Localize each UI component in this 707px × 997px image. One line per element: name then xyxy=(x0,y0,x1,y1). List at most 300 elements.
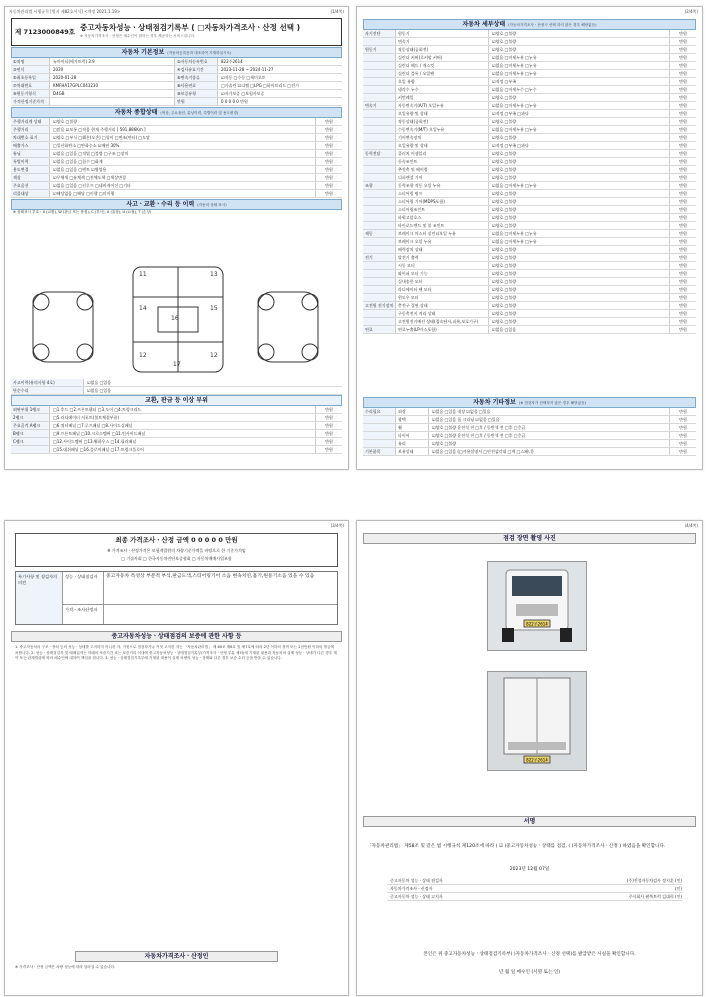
panel-row xyxy=(11,406,342,414)
panel-parts: □5.라디에이터 서포트(볼트체결부품) xyxy=(53,415,120,420)
detail-price-cell: 만원 xyxy=(669,214,696,221)
law-statement: 「자동차관리법」 제58조 및 같은 법 시행규칙 제120조에 따라 ( ☑ )중고자동차성능ㆍ상태를 점검, ( )자동차가격조사ㆍ산정 ) 하였음을 확인합니다. xyxy=(367,844,666,849)
detail-row xyxy=(363,278,696,286)
detail-group xyxy=(363,206,396,213)
summary-value: ☑없음 □있음 □침수 □화재 xyxy=(53,159,103,164)
detail-status: ☑없음 □미세누유 □누유 xyxy=(492,231,537,236)
summary-row xyxy=(11,174,342,182)
svg-text:15: 15 xyxy=(210,305,218,312)
detail-price-cell: 만원 xyxy=(669,150,696,157)
final-price-box xyxy=(15,533,338,567)
basic-info-subtitle: (자동차등록증과 대조하여 기재하십시오) xyxy=(167,51,232,55)
other-item: 광택 xyxy=(396,416,429,423)
detail-row xyxy=(363,38,696,46)
detail-row xyxy=(363,166,696,174)
detail-row xyxy=(363,158,696,166)
basic-row xyxy=(11,74,342,82)
page-1 xyxy=(4,6,349,470)
inspector-label: 성능ㆍ상태점검자 xyxy=(63,572,104,604)
signer-row xyxy=(387,885,682,893)
detail-status: ☑양호 □불량 xyxy=(492,159,517,164)
panel-row xyxy=(11,414,342,422)
detail-row xyxy=(363,62,696,70)
detail-group: 조향 xyxy=(363,182,396,189)
detail-price-cell: 만원 xyxy=(669,142,696,149)
detail-item: 브레이크 오일 누유 xyxy=(396,238,489,245)
basic-key-2: ⑩보증유형 xyxy=(174,90,218,97)
detail-price-cell: 만원 xyxy=(669,78,696,85)
accident-subtitle: (자동차 상태 표시) xyxy=(197,203,227,207)
signer-role: 자동차가격조사ㆍ산정자 xyxy=(390,886,433,891)
other-status: ☑없음 □있음 룸 크리닝 ☑없음 □있음 xyxy=(432,417,500,422)
detail-status: ☑양호 □불량 xyxy=(492,247,517,252)
other-table xyxy=(363,408,696,456)
detail-price-cell: 만원 xyxy=(669,198,696,205)
summary-key: 배출가스 xyxy=(11,142,50,149)
detail-status: ☑없음 □미세누유 □누유 xyxy=(492,127,537,132)
detail-status: ☑양호 □불량 xyxy=(492,175,517,180)
detail-price-cell: 만원 xyxy=(669,190,696,197)
detail-item: 구동축전지 격리 상태 xyxy=(396,310,489,317)
detail-status: ☑양호 □불량 xyxy=(492,223,517,228)
summary-row xyxy=(11,118,342,126)
page-number: (4/4쪽) xyxy=(684,523,698,528)
panel-rank: B랭크 xyxy=(11,430,50,437)
detail-price-cell: 만원 xyxy=(669,206,696,213)
signer-table xyxy=(387,877,682,901)
detail-row xyxy=(363,118,696,126)
panel-parts: □1.후드 □2.프론트휀더 □3.도어 □4.트렁크리드 xyxy=(53,407,142,412)
detail-status: ☑양호 □불량 xyxy=(492,135,517,140)
detail-group xyxy=(363,270,396,277)
detail-group: 연료 xyxy=(363,326,396,333)
other-group xyxy=(363,432,396,439)
detail-group xyxy=(363,142,396,149)
summary-value: ☑양호 □불량 xyxy=(53,119,78,124)
detail-status: ☑양호 □불량 xyxy=(492,95,517,100)
notice-title: 중고자동차성능ㆍ상태점검의 보증에 관한 사항 등 xyxy=(111,633,242,640)
detail-status: ☑양호 □불량 xyxy=(492,279,517,284)
document-number: 제 7123000849호 xyxy=(15,28,76,36)
detail-item: 추진축 및 베어링 xyxy=(396,166,489,173)
detail-status: ☑없음 □미세누유 □누유 xyxy=(492,55,537,60)
svg-text:12: 12 xyxy=(139,352,147,359)
summary-price-cell: 만원 xyxy=(315,158,342,165)
other-group: 기본품목 xyxy=(363,448,396,455)
detail-row xyxy=(363,246,696,254)
detail-item: 수동변속기(M/T) 오일누유 xyxy=(396,126,489,133)
truck-rear-photo xyxy=(487,671,587,771)
detail-price-cell: 만원 xyxy=(669,230,696,237)
other-group xyxy=(363,440,396,447)
appraiser-label: 가격ㆍ조사산정자 xyxy=(63,605,104,624)
basic-row xyxy=(11,58,342,66)
detail-group xyxy=(363,318,396,325)
summary-value: ☑무채색 □유채색 □전체도색 □색상변경 xyxy=(53,175,126,180)
detail-group xyxy=(363,238,396,245)
summary-key: 튜닝 xyxy=(11,150,50,157)
detail-row xyxy=(363,70,696,78)
panel-table xyxy=(11,406,342,454)
detail-item: 원동기 xyxy=(396,30,489,37)
panel-parts: □9.프론트패널 □10.크로스멤버 □11.인사이드패널 xyxy=(53,431,146,436)
detail-group: 동력전달 xyxy=(363,150,396,157)
detail-price-cell: 만원 xyxy=(669,118,696,125)
page-header xyxy=(9,9,344,15)
special-label: 특기사항 및 점검자의 의견 xyxy=(16,572,63,624)
summary-key: 특별이력 xyxy=(11,158,50,165)
other-row xyxy=(363,416,696,424)
detail-status: ☑양호 □불량 xyxy=(492,255,517,260)
detail-status: ☑없음 □있음 xyxy=(492,327,517,332)
detail-status: ☑없음 □미세누유 □누유 xyxy=(492,183,537,188)
detail-status: ☑양호 □불량 xyxy=(492,303,517,308)
detail-item: 디퍼렌셜 기어 xyxy=(396,174,489,181)
page-header xyxy=(9,523,344,529)
other-row xyxy=(363,440,696,448)
detail-group xyxy=(363,166,396,173)
detail-item: 발전기 출력 xyxy=(396,254,489,261)
detail-row xyxy=(363,214,696,222)
detail-item: 실린더 커버(로커암 커버) xyxy=(396,54,489,61)
detail-status: ☑양호 □불량 xyxy=(492,207,517,212)
detail-table xyxy=(363,30,696,334)
panel-row xyxy=(11,438,342,446)
appraiser-sign-bar xyxy=(75,951,278,962)
detail-subtitle: (자동차가격조사ㆍ산정시 선택 하지 않은 경우 해당없음) xyxy=(508,23,597,27)
summary-price-cell: 만원 xyxy=(315,174,342,181)
detail-price-cell: 만원 xyxy=(669,54,696,61)
confirm-statement: 본인은 위 중고자동차성능ㆍ상태점검기록부( )자동차가격조사ㆍ산정 선택)를 발급받은 사실을 확인합니다. xyxy=(423,952,636,957)
detail-group xyxy=(363,310,396,317)
summary-price-cell: 만원 xyxy=(315,118,342,125)
price-note: ※ 가격조사ㆍ산정가격은 보험개발원의 차량기준가액을 바탕으로 한 기준가격임 xyxy=(107,548,246,553)
accident-value: ☑없음 □있음 xyxy=(87,380,112,385)
summary-key: 차대번호 표기 xyxy=(11,134,50,141)
detail-group xyxy=(363,134,396,141)
other-item: 휠 xyxy=(396,424,429,431)
appraiser-sign-note: ※ 가격조사ㆍ산정 금액은 차량 성능에 따라 달라질 수 있습니다. xyxy=(15,965,116,969)
other-title: 자동차 기타정보 xyxy=(473,399,516,406)
panel-rank: 2랭크 xyxy=(11,414,50,421)
panel-bar xyxy=(11,395,342,406)
detail-row xyxy=(363,102,696,110)
detail-group xyxy=(363,62,396,69)
other-item: 외장 xyxy=(396,408,429,415)
accident-note: ※ 상태표시 부호 : X (교환), W (판금 또는 용접), C (부식), A (흠집), U (요철), T (손상) xyxy=(13,210,152,214)
basic-info-title: 자동차 기본정보 xyxy=(121,49,165,56)
panel-row xyxy=(11,446,342,454)
detail-item: 시동 모터 xyxy=(396,262,489,269)
detail-price-cell: 만원 xyxy=(669,222,696,229)
summary-key: 리콜대상 xyxy=(11,190,50,197)
detail-item: 스티어링조인트 xyxy=(396,206,489,213)
photo-title: 점검 장면 촬영 사진 xyxy=(503,535,556,542)
accident-value: ☑없음 □있음 xyxy=(87,388,112,393)
detail-group xyxy=(363,158,396,165)
detail-price-cell: 만원 xyxy=(669,102,696,109)
truck-rear-image xyxy=(488,672,586,770)
detail-group: 자기진단 xyxy=(363,30,396,37)
basic-value: 2020-01-28 xyxy=(53,75,77,80)
detail-group xyxy=(363,262,396,269)
detail-item: 연료누출(LP가스포함) xyxy=(396,326,489,333)
detail-item: 고전원전기배선 상태(접속단자,피복,보호기구) xyxy=(396,318,489,325)
basic-info-bar xyxy=(11,47,342,58)
summary-row xyxy=(11,142,342,150)
panel-price-cell: 만원 xyxy=(315,406,342,413)
signer-row xyxy=(387,877,682,885)
detail-title: 자동차 세부상태 xyxy=(462,21,506,28)
summary-value: ☑해당없음 □해당 □이행 □미이행 xyxy=(53,191,115,196)
confirm-sign: 년 월 일 매수인 (서명 또는 인) xyxy=(498,970,561,975)
summary-key: 색상 xyxy=(11,174,50,181)
other-price-cell: 만원 xyxy=(669,432,696,439)
detail-group: 원동기 xyxy=(363,46,396,53)
detail-group: 제동 xyxy=(363,230,396,237)
page-number: (3/4쪽) xyxy=(330,523,344,528)
panel-price-cell: 만원 xyxy=(315,422,342,429)
panel-price-cell: 만원 xyxy=(315,430,342,437)
basic-info-table xyxy=(11,58,342,106)
detail-group xyxy=(363,78,396,85)
detail-row xyxy=(363,174,696,182)
detail-row xyxy=(363,190,696,198)
accident-row xyxy=(11,379,342,387)
header-law-reference: 자동차관리법 시행규칙 [별지 제82호서식] <개정 2021.1.19> xyxy=(9,9,121,14)
detail-status: ☑없음 □미세누유 □누유 xyxy=(492,71,537,76)
detail-group xyxy=(363,70,396,77)
detail-price-cell: 만원 xyxy=(669,302,696,309)
sign-date: 2023년 12월 07일 xyxy=(509,867,550,872)
detail-price-cell: 만원 xyxy=(669,126,696,133)
summary-table xyxy=(11,118,342,198)
accident-key: 사고이력(유의사항 4호) xyxy=(11,379,84,386)
detail-group xyxy=(363,38,396,45)
detail-item: 와이퍼 모터 기능 xyxy=(396,270,489,277)
vehicle-diagram xyxy=(13,262,338,377)
other-group xyxy=(363,416,396,423)
detail-row xyxy=(363,230,696,238)
detail-price-cell: 만원 xyxy=(669,38,696,45)
basic-key-2: ②자동차등록번호 xyxy=(174,58,218,65)
detail-price-cell: 만원 xyxy=(669,94,696,101)
basic-value xyxy=(50,98,174,105)
detail-status: ☑양호 □불량 xyxy=(492,167,517,172)
basic-value-2: ☑자동 □수동 □세미오토 xyxy=(221,75,266,80)
panel-parts: □6.쿼터패널 □7.루프패널 □8.사이드실패널 xyxy=(53,423,133,428)
truck-front-image xyxy=(488,562,586,650)
detail-group xyxy=(363,118,396,125)
photo-bar xyxy=(363,533,696,544)
basic-key: ⑦차대번호 xyxy=(11,82,50,89)
basic-value-2: 0 0 0 0 0 만원 xyxy=(221,99,248,104)
detail-group xyxy=(363,286,396,293)
detail-price-cell: 만원 xyxy=(669,286,696,293)
detail-price-cell: 만원 xyxy=(669,270,696,277)
detail-item: 오일유량 및 상태 xyxy=(396,110,489,117)
detail-item: 실내송풍 모터 xyxy=(396,278,489,285)
detail-status: ☑없음 □미세누유 □누유 xyxy=(492,63,537,68)
detail-row xyxy=(363,270,696,278)
summary-key: 주행거리 xyxy=(11,126,50,133)
page-header xyxy=(361,9,698,15)
panel-price-cell: 만원 xyxy=(315,446,342,453)
price-checks: □ 기술사회 □ 한국자동차진단보증협회 □ 자동차매매사업조합 xyxy=(121,556,232,561)
detail-price-cell: 만원 xyxy=(669,310,696,317)
detail-group: 변속기 xyxy=(363,102,396,109)
summary-price-cell: 만원 xyxy=(315,182,342,189)
summary-key: 용도변경 xyxy=(11,166,50,173)
page-header xyxy=(361,523,698,529)
signer-role: 중고자동차 성능ㆍ상태 점검자 xyxy=(390,878,443,883)
appraiser-sign-title: 자동차가격조사ㆍ산정인 xyxy=(144,953,209,960)
detail-item: 클러치 어셈블리 xyxy=(396,150,489,157)
detail-group xyxy=(363,222,396,229)
notice-text: 1. 중고자동차의 구조ㆍ장치 등의 성능ㆍ상태를 고지하지 아니한 자, 거짓으로 점검하거나 거짓 고지한 자는 「자동차관리법」 제 80조 제6호 및 제7호에 따라 2년 이하의 징역 또는 2천만원 이하의 벌금에 처합니다. 2. 성능ㆍ상태점검자 및 매매업자는 아래의 보증기간 또는 보증거리 이내에 중고자동차성능ㆍ상태점검기록부(가격조사ㆍ산정 부분 제외)에 기재된 내용과 자동차의 실제 성능ㆍ상태가 다른 경우 계약 또는 관계법령에 따라 매수인에 대하여 책임을 집니다. 3. 성능ㆍ상태점검기록부에 기재된 내용이 실제 차량의 성능ㆍ상태와 다른 경우 보증 수리 등을 받을 수 있습니다. xyxy=(15,645,337,661)
detail-row xyxy=(363,86,696,94)
detail-price-cell: 만원 xyxy=(669,62,696,69)
detail-group xyxy=(363,174,396,181)
detail-price-cell: 만원 xyxy=(669,262,696,269)
signer-role: 중고자동차 성능ㆍ상태 고지자 xyxy=(390,894,443,899)
detail-row xyxy=(363,302,696,310)
other-item: 보유상태 xyxy=(396,448,429,455)
detail-status: ☑양호 □불량 xyxy=(492,191,517,196)
detail-status: ☑없음 □미세누유 □누유 xyxy=(492,239,537,244)
detail-group xyxy=(363,94,396,101)
detail-group xyxy=(363,110,396,117)
detail-status: ☑양호 □불량 xyxy=(492,31,517,36)
other-row xyxy=(363,432,696,440)
panel-rank xyxy=(11,446,50,453)
detail-row xyxy=(363,150,696,158)
detail-group xyxy=(363,190,396,197)
page-number: (2/4쪽) xyxy=(684,9,698,14)
detail-price-cell: 만원 xyxy=(669,70,696,77)
detail-item: 오일 유량 xyxy=(396,78,489,85)
detail-status: ☑양호 □불량 xyxy=(492,311,517,316)
summary-price-cell: 만원 xyxy=(315,166,342,173)
summary-price-cell: 만원 xyxy=(315,134,342,141)
detail-row xyxy=(363,294,696,302)
summary-price-cell: 만원 xyxy=(315,150,342,157)
accident-key: 단순수리 xyxy=(11,387,84,394)
detail-price-cell: 만원 xyxy=(669,158,696,165)
basic-value-2: ☑자가보증 □보험사보증 xyxy=(221,91,265,96)
panel-parts: □15.대쉬패널 □16.플로어패널 □17.트렁크플로어 xyxy=(53,447,144,452)
detail-row xyxy=(363,262,696,270)
panel-rank: 주요골격 A랭크 xyxy=(11,422,50,429)
detail-row xyxy=(363,94,696,102)
svg-text:16: 16 xyxy=(171,315,179,322)
detail-status: ☑없음 □미세누수 □누수 xyxy=(492,87,537,92)
detail-group xyxy=(363,86,396,93)
basic-key-2: 만원 xyxy=(174,98,218,105)
other-subtitle: (※ 점검자가 선택하지 않은 경우 해당없음) xyxy=(518,401,586,405)
panel-rank: C랭크 xyxy=(11,438,50,445)
summary-value: ☑양호 □부식 □훼손(오손) □상이 □변조(변타) □도말 xyxy=(53,135,150,140)
other-price-cell: 만원 xyxy=(669,440,696,447)
signature-title: 서명 xyxy=(523,818,536,825)
detail-status: ☑양호 □불량 xyxy=(492,39,517,44)
detail-row xyxy=(363,238,696,246)
summary-value: □일산화탄소 □탄화수소 ☑매연 30% xyxy=(53,143,120,148)
detail-price-cell: 만원 xyxy=(669,166,696,173)
detail-row xyxy=(363,222,696,230)
svg-text:11: 11 xyxy=(139,271,147,278)
detail-item: 충전구 절연 상태 xyxy=(396,302,489,309)
basic-value: KMFHA17GPLC043230 xyxy=(53,83,99,88)
basic-row xyxy=(11,90,342,98)
plate-text: 822주2614 xyxy=(526,621,548,627)
basic-value-2: 2023-11-28 ~ 2024-11-27 xyxy=(221,67,274,72)
basic-row xyxy=(11,66,342,74)
basic-value: D4GB xyxy=(53,91,65,96)
signer-name: (인) xyxy=(675,886,682,891)
detail-status: ☑양호 □불량 xyxy=(492,263,517,268)
special-notes-box xyxy=(15,571,338,625)
basic-value: 2020 xyxy=(53,67,64,72)
detail-group xyxy=(363,126,396,133)
detail-price-cell: 만원 xyxy=(669,294,696,301)
detail-price-cell: 만원 xyxy=(669,174,696,181)
accident-bar xyxy=(11,199,342,210)
summary-value: ☑없음 □있음 □선루프 □네비게이션 □기타 xyxy=(53,183,131,188)
signature-bar xyxy=(363,816,696,827)
detail-group xyxy=(363,294,396,301)
detail-item: 스티어링 펌프 xyxy=(396,190,489,197)
basic-key: ③연식 xyxy=(11,66,50,73)
final-price: 최종 가격조사ㆍ산정 금액 0 0 0 0 0 만원 xyxy=(115,536,238,544)
svg-text:12: 12 xyxy=(210,352,218,359)
detail-item: 타이로드엔드 및 볼 조인트 xyxy=(396,222,489,229)
basic-key: ⑨원동기형식 xyxy=(11,90,50,97)
detail-item: 기어변속장치 xyxy=(396,134,489,141)
page-3 xyxy=(4,520,349,996)
detail-item: 파워고압호스 xyxy=(396,214,489,221)
detail-row xyxy=(363,318,696,326)
detail-row xyxy=(363,142,696,150)
summary-value: ☑없음 □있음 □적법 □불법 □구조 □장치 xyxy=(53,151,129,156)
other-row xyxy=(363,408,696,416)
svg-text:14: 14 xyxy=(139,305,147,312)
detail-status: ☑적정 □부족 □과다 xyxy=(492,143,529,148)
panel-price-cell: 만원 xyxy=(315,438,342,445)
detail-row xyxy=(363,206,696,214)
panel-row xyxy=(11,422,342,430)
inspector-opinion: 중고자동차 특성상 부분적 부식,판금도색,스티어링기어 소음 변속치연,흡기,원동기소음 있을 수 있음 xyxy=(106,574,315,579)
title-note: ※ 자동차가격조사ㆍ산정은 매수인이 원하는 경우 제공하는 서비스입니다. xyxy=(80,34,196,38)
detail-status: ☑양호 □불량 xyxy=(492,295,517,300)
detail-status: ☑양호 □불량 xyxy=(492,151,517,156)
other-price-cell: 만원 xyxy=(669,408,696,415)
detail-price-cell: 만원 xyxy=(669,254,696,261)
signer-name: (주)전성자동차검사 정지훈 (인) xyxy=(626,878,682,883)
detail-row xyxy=(363,78,696,86)
detail-status: ☑양호 □불량 xyxy=(492,215,517,220)
detail-price-cell: 만원 xyxy=(669,318,696,325)
basic-row xyxy=(11,82,342,90)
page-4 xyxy=(356,520,703,996)
accident-table xyxy=(11,379,342,395)
summary-price-cell: 만원 xyxy=(315,126,342,133)
detail-group xyxy=(363,278,396,285)
other-status: ☑없음 □있음 내장 ☑없음 □있음 xyxy=(432,409,491,414)
summary-subtitle: (색상, 주요옵션, 튜닝이력, 특별이력 및 용도변경) xyxy=(160,111,239,115)
detail-item: 윈도우 모터 xyxy=(396,294,489,301)
summary-value: ☑없음 □있음 □렌트 ☑영업용 xyxy=(53,167,107,172)
